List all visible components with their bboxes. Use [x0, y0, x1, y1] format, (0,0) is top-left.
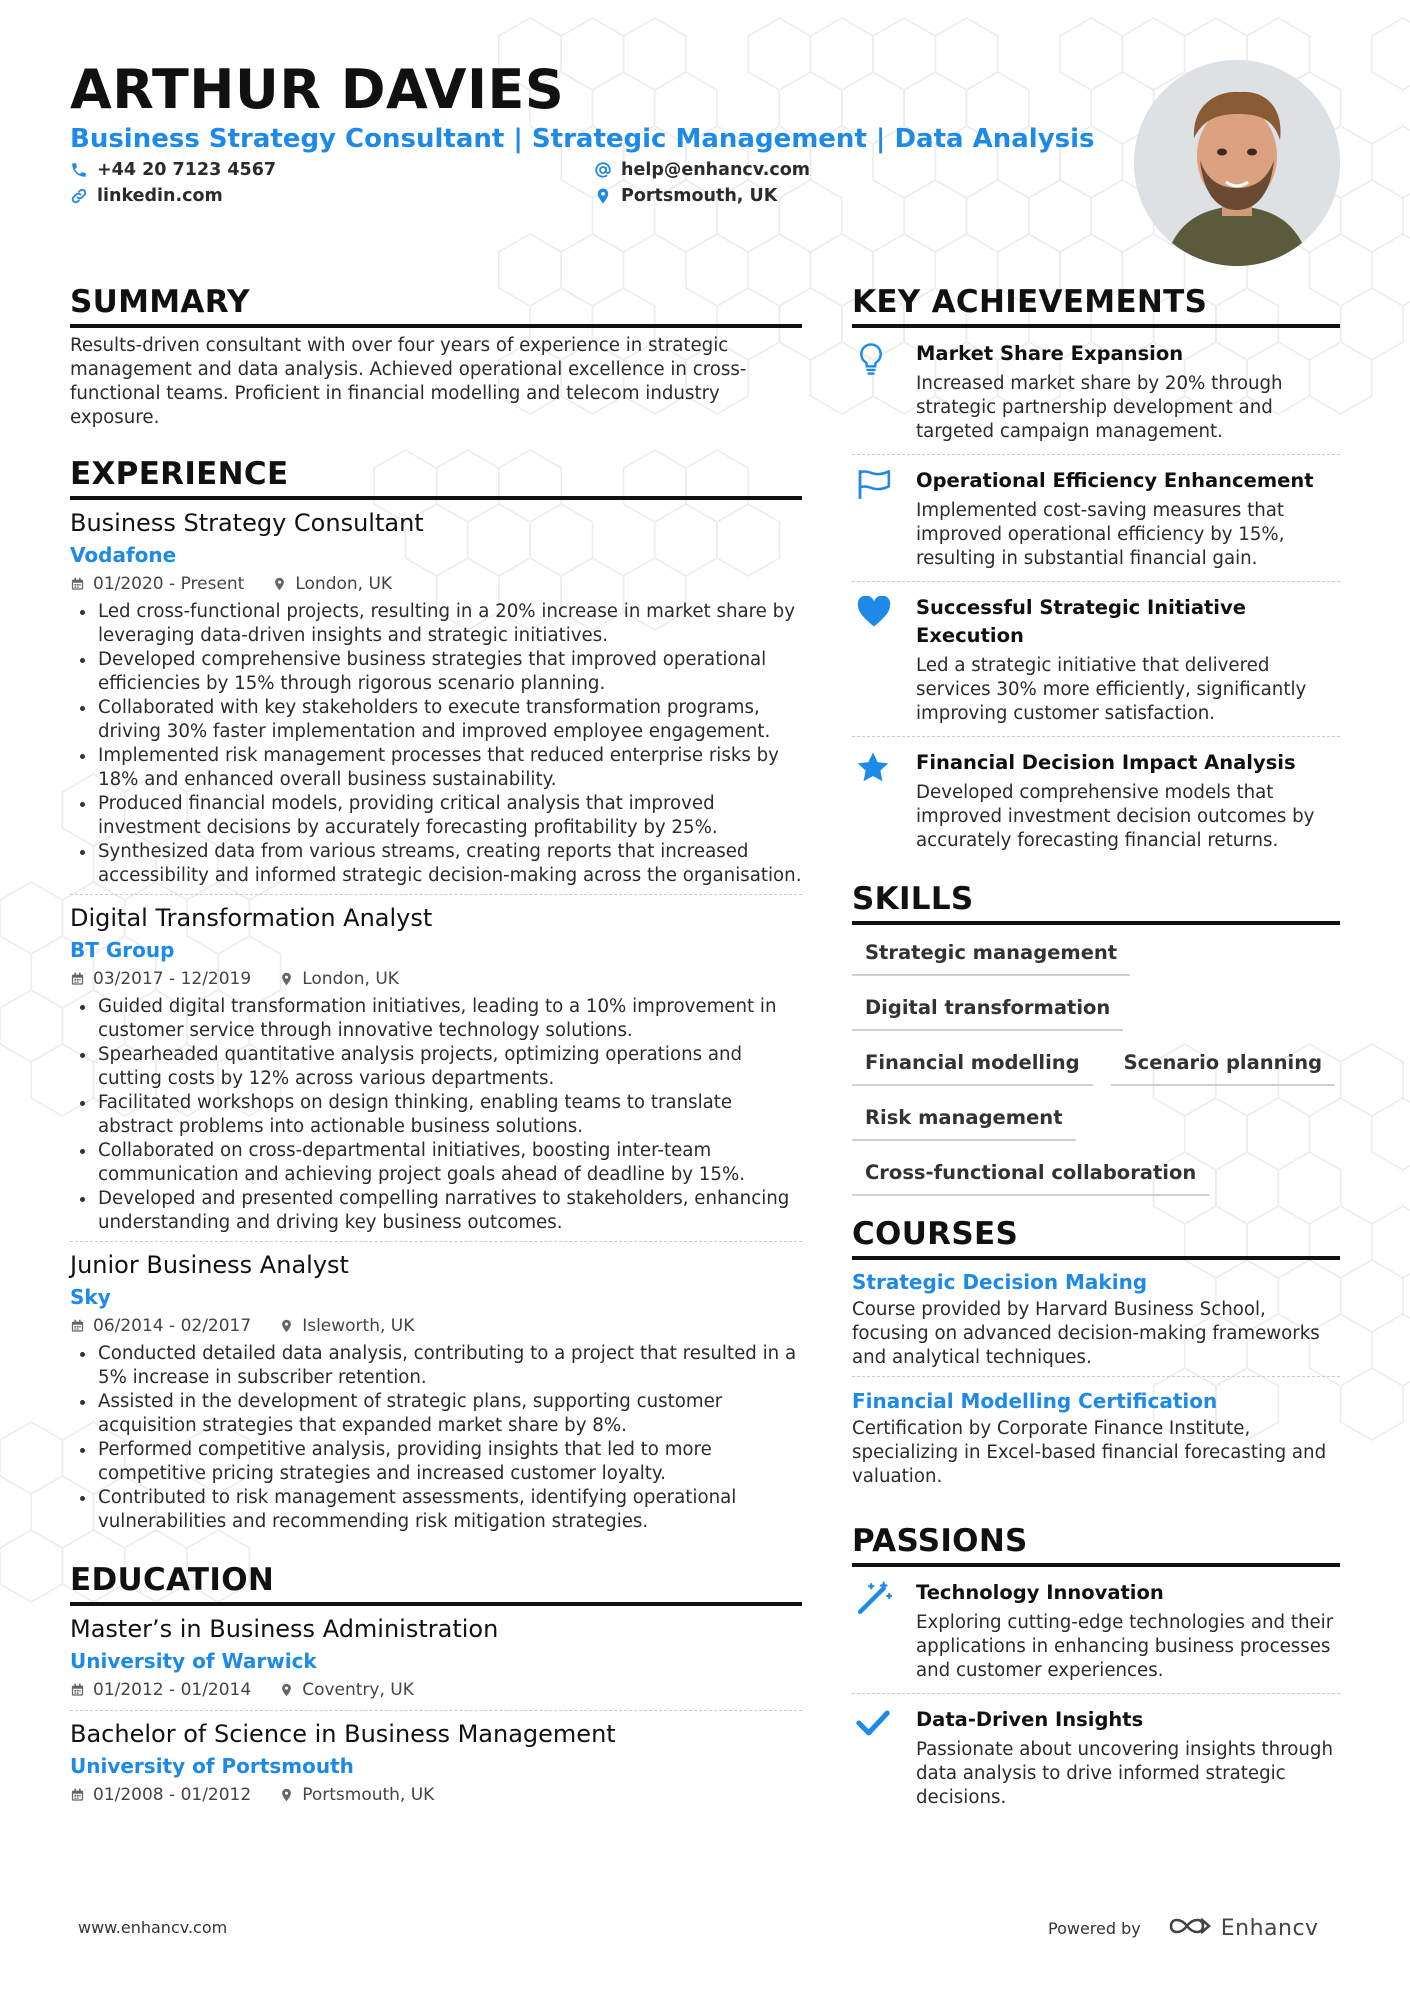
star-icon	[852, 749, 916, 853]
magic-wand-icon	[852, 1579, 916, 1683]
section-title-passions: PASSIONS	[852, 1523, 1340, 1567]
education-entry	[70, 1612, 802, 1710]
flag-icon	[852, 467, 916, 571]
job-title: Business Strategy Consultant	[70, 509, 424, 537]
brand-name: Enhancv	[1220, 1915, 1319, 1941]
experience-list	[70, 506, 802, 1540]
passions-section	[852, 1523, 1340, 1820]
bullet-item: Assisted in the development of strategic plans, supporting customer acquisition strategies that expanded market share by 8%.	[70, 1390, 802, 1438]
left-column	[70, 284, 802, 1815]
section-title-skills: SKILLS	[852, 881, 1340, 925]
date-location-row	[70, 1781, 802, 1809]
summary-section	[70, 284, 802, 430]
section-title-experience: EXPERIENCE	[70, 456, 802, 500]
profile-photo	[1134, 60, 1340, 266]
location-pin-icon	[272, 576, 287, 592]
item-title: Financial Decision Impact Analysis	[916, 751, 1296, 774]
course-description: Course provided by Harvard Business School, focusing on advanced decision-making frameworks and analytical techniques.	[852, 1299, 1320, 1368]
bullet-item: Developed comprehensive business strategies that improved operational efficiencies by 15% through rigorous scenario planning.	[70, 648, 802, 696]
job-title: Digital Transformation Analyst	[70, 904, 433, 932]
lightbulb-icon	[852, 340, 916, 444]
experience-entry	[70, 894, 802, 1241]
location-text: Portsmouth, UK	[621, 186, 778, 206]
skill-tag: Cross-functional collaboration	[852, 1157, 1209, 1196]
passion-item	[852, 1693, 1340, 1820]
location-pin-icon	[279, 1682, 294, 1698]
item-description: Implemented cost-saving measures that improved operational efficiency by 15%, resulting in substantial financial gain.	[916, 500, 1285, 569]
skill-tag: Financial modelling	[852, 1047, 1093, 1086]
item-description: Increased market share by 20% through strategic partnership development and targeted campaign management.	[916, 373, 1283, 442]
item-body	[916, 1579, 1340, 1683]
candidate-name: ARTHUR DAVIES	[70, 58, 565, 121]
skill-tag: Digital transformation	[852, 992, 1123, 1031]
degree-title: Bachelor of Science in Business Management	[70, 1720, 616, 1748]
item-title: Technology Innovation	[916, 1581, 1164, 1604]
bullet-item: Guided digital transformation initiatives, leading to a 10% improvement in customer service through innovative technology solutions.	[70, 995, 802, 1043]
experience-entry	[70, 506, 802, 894]
achievement-item	[852, 454, 1340, 581]
degree-title: Master’s in Business Administration	[70, 1615, 499, 1643]
item-body	[916, 340, 1340, 444]
right-column	[852, 284, 1340, 1820]
bullet-item: Developed and presented compelling narratives to stakeholders, enhancing understanding and driving key business outcomes.	[70, 1187, 802, 1235]
phone-text: +44 20 7123 4567	[97, 160, 277, 180]
date-range: 06/2014 - 02/2017	[93, 1316, 252, 1336]
item-body	[916, 467, 1340, 571]
company-name[interactable]: BT Group	[70, 938, 175, 962]
location-text: Portsmouth, UK	[302, 1785, 435, 1805]
achievement-item	[852, 736, 1340, 863]
enhancv-logo-icon	[1167, 1914, 1213, 1942]
calendar-icon	[70, 576, 85, 592]
location-pin-icon	[279, 1318, 294, 1334]
skills-section	[852, 881, 1340, 1212]
location-pin-icon	[279, 971, 294, 987]
headline: Business Strategy Consultant | Strategic Management | Data Analysis	[70, 124, 1095, 154]
date-range: 01/2008 - 01/2012	[93, 1785, 252, 1805]
calendar-icon	[70, 1682, 85, 1698]
footer-branding	[1048, 1914, 1319, 1942]
linkedin-link[interactable]: linkedin.com	[97, 186, 223, 206]
education-list	[70, 1612, 802, 1815]
bullet-item: Conducted detailed data analysis, contributing to a project that resulted in a 5% increase in subscriber retention.	[70, 1342, 802, 1390]
item-description: Developed comprehensive models that improved investment decision outcomes by accurately forecasting financial returns.	[916, 782, 1315, 851]
contact-linkedin[interactable]	[70, 186, 223, 206]
job-title: Junior Business Analyst	[70, 1251, 349, 1279]
date-location-row	[70, 1312, 802, 1340]
item-title: Market Share Expansion	[916, 342, 1184, 365]
item-body	[916, 749, 1340, 853]
calendar-icon	[70, 1318, 85, 1334]
summary-text: Results-driven consultant with over four years of experience in strategic management and data analysis. Achieved operational excellence in cross-functional teams. Proficient in financial modelling and telecom industry exposure.	[70, 335, 747, 428]
date-range: 01/2020 - Present	[93, 574, 245, 594]
courses-section	[852, 1216, 1340, 1495]
bullet-item: Contributed to risk management assessments, identifying operational vulnerabilities and recommending risk mitigation strategies.	[70, 1486, 802, 1534]
education-entry	[70, 1710, 802, 1815]
skill-tag: Scenario planning	[1111, 1047, 1335, 1086]
section-title-summary: SUMMARY	[70, 284, 802, 328]
bullet-item: Facilitated workshops on design thinking, enabling teams to translate abstract problems into actionable business solutions.	[70, 1091, 802, 1139]
bullet-item: Synthesized data from various streams, creating reports that increased accessibility and informed strategic decision-making across the organisation.	[70, 840, 802, 888]
experience-section	[70, 456, 802, 1540]
bullet-list	[70, 1342, 802, 1534]
location-text: London, UK	[302, 969, 399, 989]
bullet-list	[70, 995, 802, 1235]
bullet-item: Collaborated on cross-departmental initiatives, boosting inter-team communication and achieving project goals ahead of deadline by 15%.	[70, 1139, 802, 1187]
location-text: Isleworth, UK	[302, 1316, 415, 1336]
bullet-item: Produced financial models, providing critical analysis that improved investment decisions by accurately forecasting profitability by 25%.	[70, 792, 802, 840]
bullet-item: Spearheaded quantitative analysis projects, optimizing operations and cutting costs by 12% across various departments.	[70, 1043, 802, 1091]
item-body	[916, 594, 1340, 726]
item-description: Passionate about uncovering insights through data analysis to drive informed strategic decisions.	[916, 1739, 1334, 1808]
heart-icon	[852, 594, 916, 726]
section-title-achievements: KEY ACHIEVEMENTS	[852, 284, 1340, 328]
date-location-row	[70, 965, 802, 993]
achievements-section	[852, 284, 1340, 863]
achievement-item	[852, 581, 1340, 736]
passion-item	[852, 1567, 1340, 1693]
section-title-courses: COURSES	[852, 1216, 1340, 1260]
bullet-item: Performed competitive analysis, providing insights that led to more competitive pricing strategies and increased customer loyalty.	[70, 1438, 802, 1486]
education-section	[70, 1562, 802, 1815]
calendar-icon	[70, 971, 85, 987]
achievement-item	[852, 328, 1340, 454]
location-pin-icon	[594, 187, 612, 205]
date-location-row	[70, 1676, 802, 1704]
contact-email[interactable]	[594, 160, 810, 180]
date-location-row	[70, 570, 802, 598]
achievements-list	[852, 328, 1340, 863]
contact-phone	[70, 160, 276, 180]
location-text: Coventry, UK	[302, 1680, 414, 1700]
course-entry	[852, 1260, 1340, 1376]
location-text: London, UK	[295, 574, 393, 594]
at-sign-icon	[594, 161, 612, 179]
item-title: Operational Efficiency Enhancement	[916, 469, 1314, 492]
item-description: Exploring cutting-edge technologies and their applications in enhancing business processes and customer experiences.	[916, 1612, 1334, 1681]
item-description: Led a strategic initiative that delivered services 30% more efficiently, significantly improving customer satisfaction.	[916, 655, 1307, 724]
link-icon	[70, 187, 88, 205]
passions-list	[852, 1567, 1340, 1820]
location-pin-icon	[279, 1787, 294, 1803]
item-title: Data-Driven Insights	[916, 1708, 1144, 1731]
company-name[interactable]: Sky	[70, 1285, 111, 1309]
section-title-education: EDUCATION	[70, 1562, 802, 1606]
experience-entry	[70, 1241, 802, 1540]
contact-location	[594, 186, 777, 206]
date-range: 01/2012 - 01/2014	[93, 1680, 252, 1700]
company-name[interactable]: Vodafone	[70, 543, 177, 567]
course-entry	[852, 1376, 1340, 1495]
item-title: Successful Strategic Initiative Execution	[916, 596, 1246, 647]
item-body	[916, 1706, 1340, 1810]
checkmark-icon	[852, 1706, 916, 1810]
powered-by-text: Powered by	[1048, 1918, 1141, 1938]
bullet-item: Implemented risk management processes that reduced enterprise risks by 18% and enhanced overall business sustainability.	[70, 744, 802, 792]
skill-tag: Strategic management	[852, 937, 1130, 976]
school-name[interactable]: University of Portsmouth	[70, 1754, 354, 1778]
skill-tag: Risk management	[852, 1102, 1076, 1141]
courses-list	[852, 1260, 1340, 1495]
bullet-item: Led cross-functional projects, resulting in a 20% increase in market share by leveraging data-driven insights and strategic initiatives.	[70, 600, 802, 648]
bullet-list	[70, 600, 802, 888]
phone-icon	[70, 161, 88, 179]
course-title[interactable]: Financial Modelling Certification	[852, 1389, 1218, 1413]
calendar-icon	[70, 1787, 85, 1803]
date-range: 03/2017 - 12/2019	[93, 969, 252, 989]
email-link[interactable]: help@enhancv.com	[621, 160, 811, 180]
bullet-item: Collaborated with key stakeholders to execute transformation programs, driving 30% faster implementation and improved employee engagement.	[70, 696, 802, 744]
skills-list	[852, 937, 1340, 1212]
school-name[interactable]: University of Warwick	[70, 1649, 317, 1673]
course-description: Certification by Corporate Finance Institute, specializing in Excel-based financial forecasting and valuation.	[852, 1418, 1327, 1487]
footer-website[interactable]: www.enhancv.com	[78, 1918, 228, 1937]
course-title[interactable]: Strategic Decision Making	[852, 1270, 1148, 1294]
